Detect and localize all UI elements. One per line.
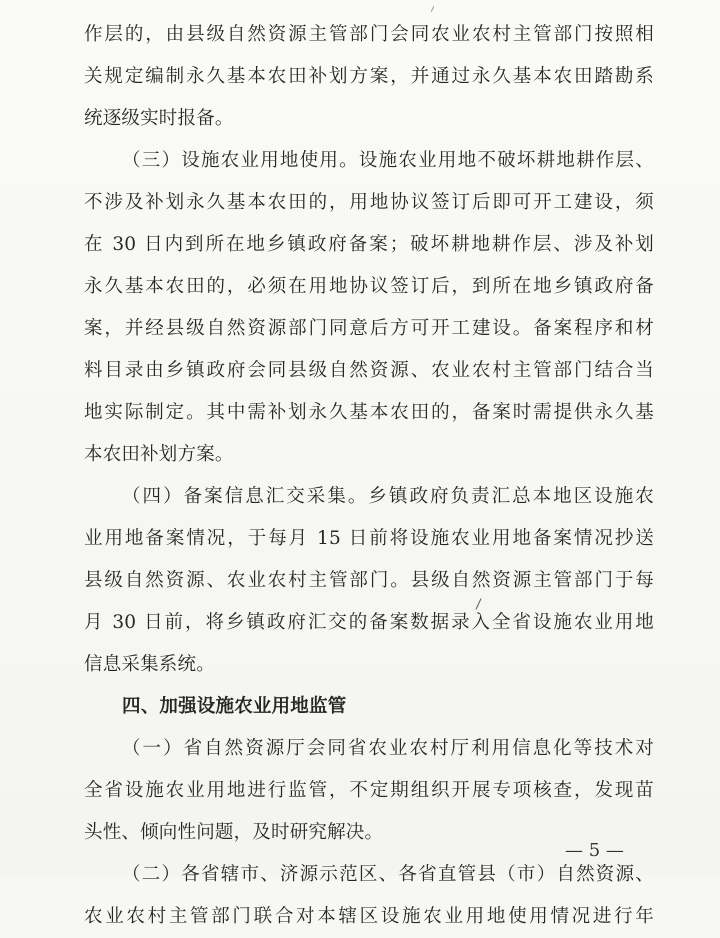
text-line: 县级自然资源、农业农村主管部门。县级自然资源主管部门于每 — [84, 570, 654, 591]
text-line: 料目录由乡镇政府会同县级自然资源、农业农村主管部门结合当 — [84, 360, 654, 381]
section-heading: 四、加强设施农业用地监管 — [122, 696, 347, 717]
text-line: 信息采集系统。 — [84, 654, 215, 675]
text-line: （二）各省辖市、济源示范区、各省直管县（市）自然资源、 — [122, 864, 654, 885]
text-line: 本农田补划方案。 — [84, 444, 234, 465]
text-line: 关规定编制永久基本农田补划方案，并通过永久基本农田踏勘系 — [84, 66, 654, 87]
text-line: 在 30 日内到所在地乡镇政府备案；破坏耕地耕作层、涉及补划 — [84, 234, 654, 255]
text-line: 作层的，由县级自然资源主管部门会同农业农村主管部门按照相 — [84, 24, 654, 45]
body-text — [84, 14, 654, 938]
text-line: （一）省自然资源厅会同省农业农村厅利用信息化等技术对 — [122, 738, 654, 759]
page-number: — 5 — — [565, 840, 624, 861]
text-line: 永久基本农田的，必须在用地协议签订后，到所在地乡镇政府备 — [84, 276, 654, 297]
text-line: 头性、倾向性问题，及时研究解决。 — [84, 822, 384, 843]
text-line: 地实际制定。其中需补划永久基本农田的，备案时需提供永久基 — [84, 402, 654, 423]
text-line: 全省设施农业用地进行监管，不定期组织开展专项核查，发现苗 — [84, 780, 654, 801]
text-line: 案，并经县级自然资源部门同意后方可开工建设。备案程序和材 — [84, 318, 654, 339]
scan-mark — [431, 6, 434, 12]
text-line: 业用地备案情况，于每月 15 日前将设施农业用地备案情况抄送 — [84, 528, 654, 549]
text-line: 农业农村主管部门联合对本辖区设施农业用地使用情况进行年 — [84, 906, 654, 927]
text-line: （三）设施农业用地使用。设施农业用地不破坏耕地耕作层、 — [122, 150, 654, 171]
text-line: 不涉及补划永久基本农田的，用地协议签订后即可开工建设，须 — [84, 192, 654, 213]
text-line: 统逐级实时报备。 — [84, 108, 234, 129]
text-line: （四）备案信息汇交采集。乡镇政府负责汇总本地区设施农 — [122, 486, 654, 507]
text-line: 月 30 日前，将乡镇政府汇交的备案数据录入全省设施农业用地 — [84, 612, 654, 633]
